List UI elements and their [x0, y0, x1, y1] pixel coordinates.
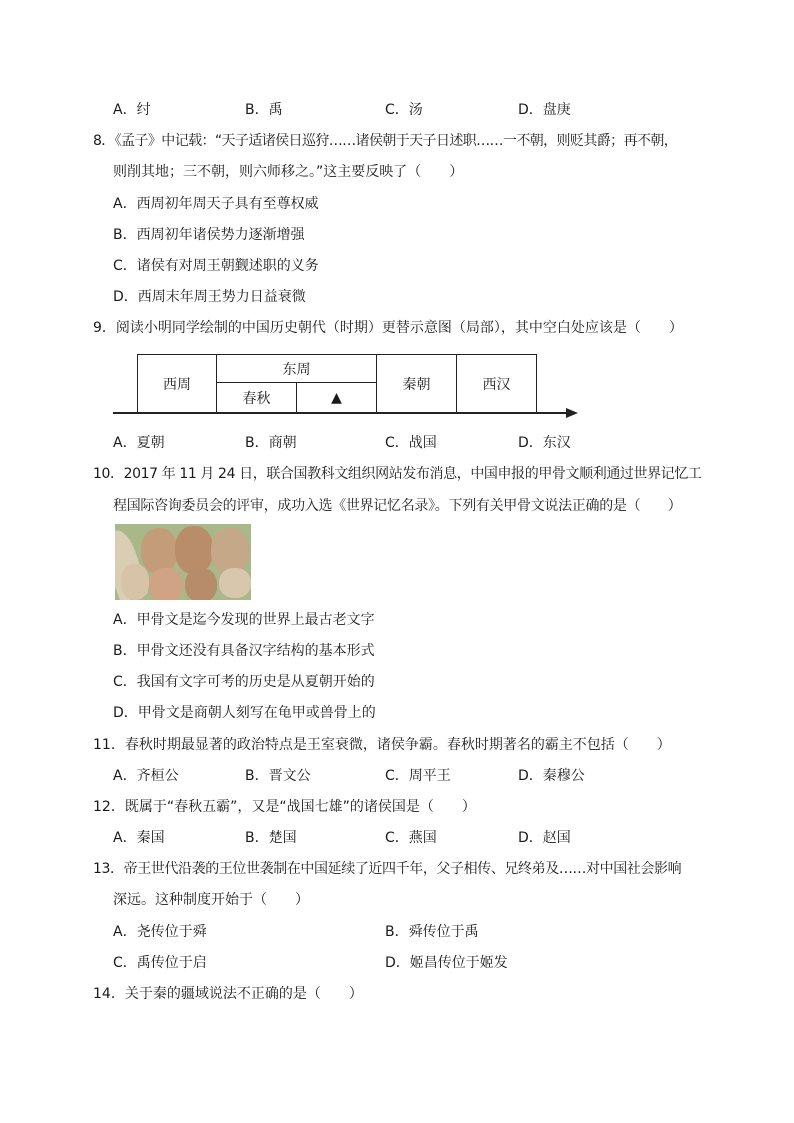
q8-option-d: D．西周末年周王势力日益衰微 [113, 289, 306, 305]
q10-option-c: C．我国有文字可考的历史是从夏朝开始的 [113, 674, 375, 690]
q13-option-b: B．舜传位于禹 [385, 924, 479, 940]
q12-option-b: B．楚国 [245, 830, 297, 846]
q13-stem-line1: 13．帝王世代沿袭的王位世袭制在中国延续了近四千年，父子相传、兄终弟及……对中国社会影响 [93, 861, 682, 877]
q12-option-d: D．赵国 [518, 830, 571, 846]
q11-option-a: A．齐桓公 [113, 768, 179, 784]
q7-option-d: D．盘庚 [518, 102, 571, 118]
timeline-label-qin: 秦朝 [402, 376, 431, 393]
q11-stem: 11．春秋时期最显著的政治特点是王室衰微，诸侯争霸。春秋时期著名的霸主不包括（ ） [93, 737, 671, 753]
q7-option-c: C．汤 [385, 102, 423, 118]
q9-option-b: B．商朝 [245, 435, 297, 451]
q10-stem-line2: 程国际咨询委员会的评审，成功入选《世界记忆名录》。下列有关甲骨文说法正确的是（ ） [113, 498, 682, 514]
timeline-axis [113, 412, 568, 414]
oracle-bone-photo [115, 524, 251, 600]
q13-option-a: A．尧传位于舜 [113, 924, 207, 940]
q12-option-c: C．燕国 [385, 830, 437, 846]
q10-stem-line1: 10．2017 年 11 月 24 日，联合国教科文组织网站发布消息，中国申报的甲骨文顺利通过世界记忆工 [93, 466, 702, 482]
q13-stem-line2: 深远。这种制度开始于（ ） [113, 892, 309, 908]
q8-option-a: A．西周初年周天子具有至尊权威 [113, 196, 319, 212]
timeline-label-xizhou: 西周 [163, 376, 191, 393]
timeline-label-xihan: 西汉 [482, 376, 511, 393]
timeline-label-chunqiu: 春秋 [242, 390, 271, 407]
q12-stem: 12．既属于“春秋五霸”，又是“战国七雄”的诸侯国是（ ） [93, 799, 476, 815]
q8-option-b: B．西周初年诸侯势力逐渐增强 [113, 227, 305, 243]
q12-option-a: A．秦国 [113, 830, 165, 846]
q11-option-b: B．晋文公 [245, 768, 311, 784]
q8-stem-line1: 8．《孟子》中记载：“天子适诸侯日巡狩……诸侯朝于天子日述职……一不朝，则贬其爵；再不朝， [93, 133, 678, 149]
q7-option-b: B．禹 [245, 102, 283, 118]
q10-option-a: A．甲骨文是迄今发现的世界上最古老文字 [113, 612, 375, 628]
arrow-right-icon [566, 408, 578, 418]
dynasty-timeline [113, 352, 578, 420]
q11-option-c: C．周平王 [385, 768, 451, 784]
q7-option-a: A．纣 [113, 102, 151, 118]
q13-option-d: D．姬昌传位于姬发 [385, 955, 508, 971]
q9-option-c: C．战国 [385, 435, 437, 451]
q10-option-d: D．甲骨文是商朝人刻写在龟甲或兽骨上的 [113, 705, 376, 721]
timeline-label-dongzhou: 东周 [282, 361, 311, 378]
q9-option-d: D．东汉 [518, 435, 571, 451]
q11-option-d: D．秦穆公 [518, 768, 585, 784]
q9-option-a: A．夏朝 [113, 435, 165, 451]
q8-option-c: C．诸侯有对周王朝觐述职的义务 [113, 258, 319, 274]
q8-stem-line2: 则削其地；三不朝，则六师移之。”这主要反映了（ ） [113, 164, 464, 180]
q10-option-b: B．甲骨文还没有具备汉字结构的基本形式 [113, 643, 375, 659]
q13-option-c: C．禹传位于启 [113, 955, 207, 971]
q9-stem: 9．阅读小明同学绘制的中国历史朝代（时期）更替示意图（局部），其中空白处应该是（ ） [93, 320, 683, 336]
q14-stem: 14．关于秦的疆域说法不正确的是（ ） [93, 986, 363, 1002]
triangle-icon: ▲ [331, 389, 342, 406]
